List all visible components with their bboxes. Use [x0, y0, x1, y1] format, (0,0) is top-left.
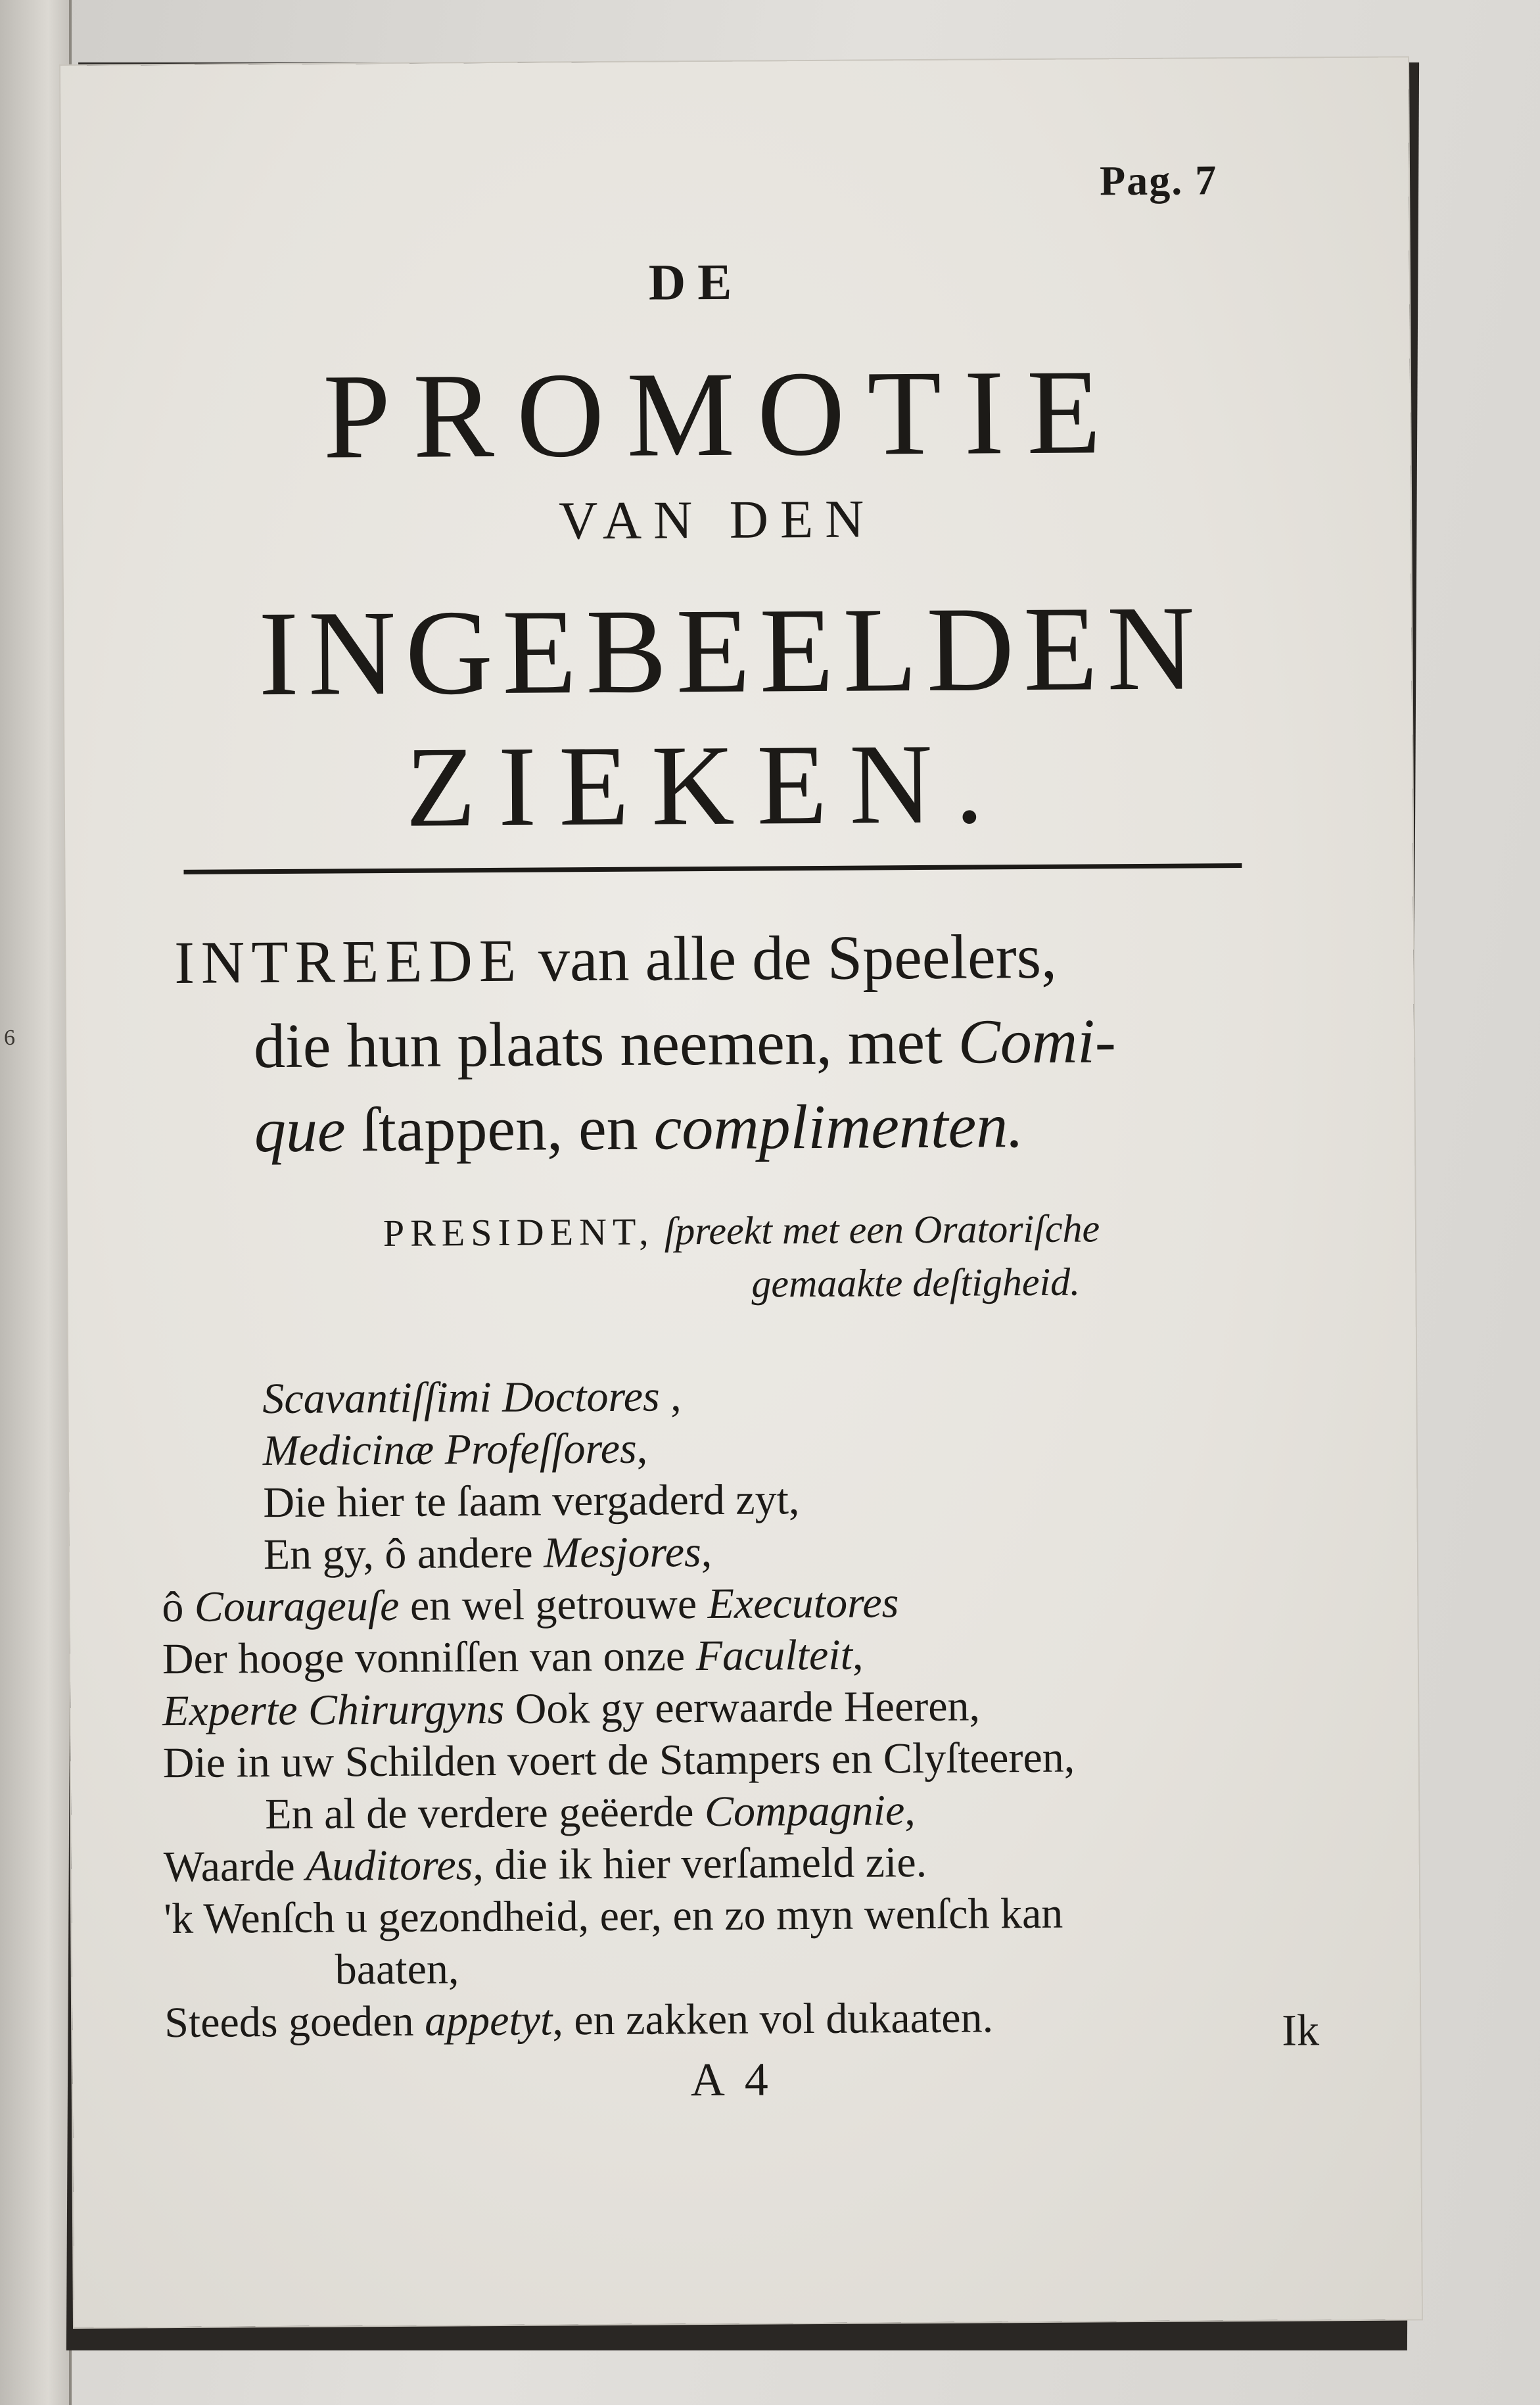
verse-block: [160, 1366, 1413, 2049]
intro-line1-rest: van alle de Speelers,: [522, 920, 1058, 995]
verse-italic: Scavantiſſimi Doctores: [262, 1372, 660, 1423]
title-rule: [183, 863, 1242, 874]
verse-italic: Auditores: [305, 1841, 473, 1890]
verse-text: ,: [636, 1424, 648, 1473]
intro-line2-italic: Comi-: [958, 1005, 1117, 1077]
speaker-direction-1: ſpreekt met een Oratoriſche: [664, 1206, 1100, 1253]
verse-italic: Experte Chirurgyns: [162, 1684, 505, 1736]
intro-line3-plain: ſtappen, en: [345, 1092, 654, 1165]
title-zieken: ZIEKEN.: [405, 719, 1007, 851]
verse-line: [163, 1833, 1412, 1893]
verse-text: , die ik hier verſameld zie.: [473, 1838, 927, 1890]
intro-line-2: [175, 998, 1293, 1089]
verse-line: [161, 1417, 1410, 1477]
speaker-direction-2: gemaakte deſtigheid.: [751, 1260, 1081, 1306]
verse-text: 'k Wenſch u gezondheid, eer, en zo myn wenſch kan: [163, 1889, 1063, 1943]
verse-text: Ook gy eerwaarde Heeren,: [504, 1682, 981, 1733]
verse-italic: Compagnie: [704, 1786, 905, 1836]
verse-text: , en zakken vol dukaaten.: [552, 1993, 994, 2045]
intro-line-3: [175, 1082, 1294, 1173]
intro-line-1: [174, 913, 1292, 1005]
intro-lead: INTREEDE: [174, 926, 523, 996]
signature-mark: A 4: [690, 2053, 774, 2107]
title-de: DE: [648, 252, 744, 311]
verse-line: [164, 1989, 1413, 2049]
verse-text: Die in uw Schilden voert de Stampers en Clyſteeren,: [162, 1733, 1075, 1788]
intro-line2-plain: die hun plaats neemen, met: [253, 1006, 959, 1082]
verse-line: [162, 1625, 1411, 1685]
verse-italic: Medicinæ Profeſſores: [262, 1424, 637, 1475]
verse-italic: Faculteit: [695, 1631, 853, 1680]
stage-direction-intro: [174, 913, 1293, 1173]
verse-text: Die hier te ſaam vergaderd zyt,: [263, 1475, 800, 1527]
verse-line: [162, 1677, 1411, 1737]
verse-text: En gy, ô andere: [263, 1529, 544, 1579]
page-number: Pag. 7: [1099, 156, 1218, 204]
verse-line: [160, 1366, 1409, 1426]
intro-line3-italic-a: que: [254, 1094, 346, 1166]
verse-text: En al de verdere geëerde: [265, 1788, 705, 1839]
verse-line: [164, 1885, 1412, 1945]
book-page: [60, 57, 1422, 2327]
verse-text: baaten,: [335, 1945, 459, 1994]
title-ingebeelden: INGEBEELDEN: [258, 581, 1205, 722]
verse-line: [162, 1573, 1411, 1633]
verse-italic: Executores: [707, 1579, 899, 1629]
verse-text: ,: [659, 1372, 682, 1421]
title-van-den: VAN DEN: [558, 488, 876, 551]
verse-text: en wel getrouwe: [399, 1580, 708, 1630]
verse-italic: appetyt: [424, 1996, 553, 2045]
verse-text: ô: [162, 1583, 195, 1632]
verse-italic: Mesjores: [543, 1528, 701, 1577]
verse-line: [163, 1781, 1412, 1841]
speaker-heading: [383, 1201, 1370, 1312]
verse-line: [162, 1521, 1411, 1581]
verse-text: ,: [701, 1527, 712, 1577]
verse-text: Steeds goeden: [164, 1997, 425, 2047]
intro-line3-italic-b: complimenten.: [653, 1090, 1024, 1163]
catchword: Ik: [1282, 2005, 1320, 2055]
verse-text: ,: [904, 1786, 916, 1835]
title-promotie: PROMOTIE: [322, 345, 1124, 485]
left-page-mark: 6: [4, 1026, 15, 1050]
speaker-name: PRESIDENT,: [383, 1210, 655, 1255]
verse-italic: Courageuſe: [194, 1581, 400, 1631]
verse-line: [161, 1469, 1410, 1529]
verse-text: ,: [852, 1631, 864, 1679]
verse-text: Waarde: [163, 1842, 306, 1892]
verse-line: [163, 1729, 1412, 1789]
verse-line: [164, 1937, 1412, 1997]
verse-text: Der hooge vonniſſen van onze: [162, 1632, 696, 1684]
